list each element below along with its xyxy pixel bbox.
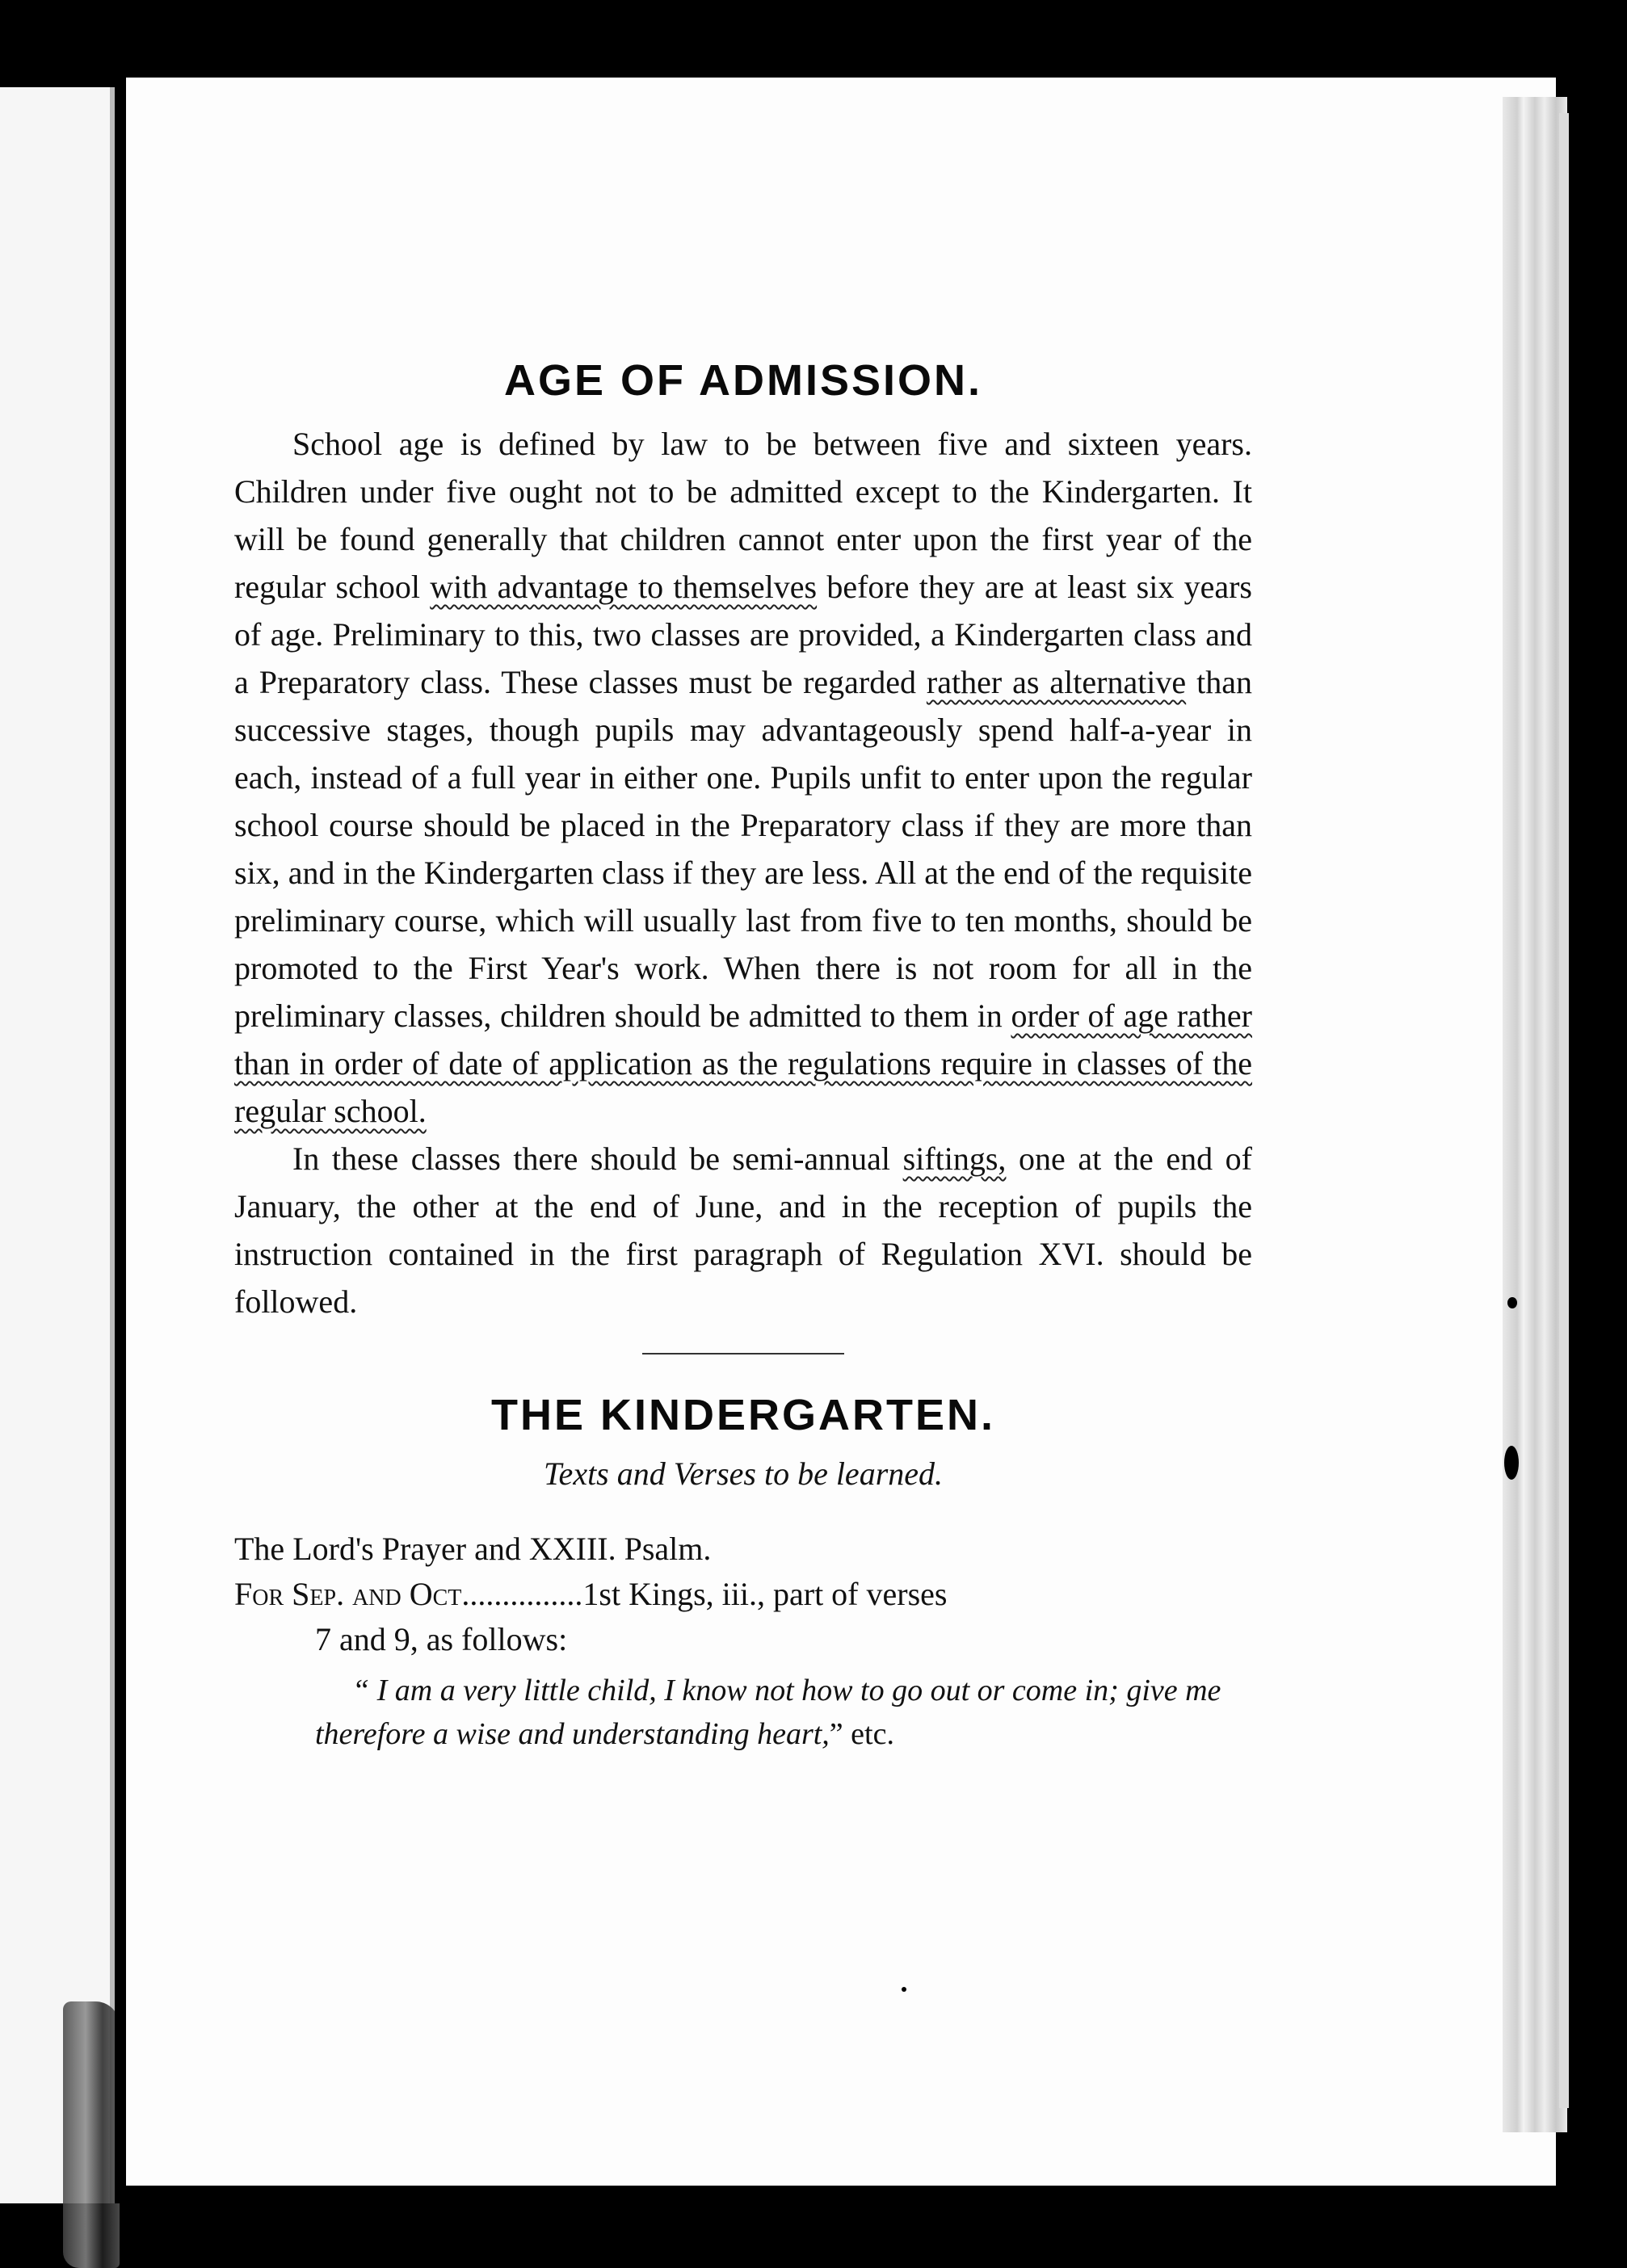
age-of-admission-section (234, 355, 1252, 1325)
text-run: one at the end of January, the other at the end of June, and in the reception of pupils the instruction contained in the first paragraph of Regulation XVI. should be followed. (234, 1140, 1252, 1320)
torn-corner (63, 2001, 120, 2268)
ink-spot (1507, 1297, 1517, 1308)
month-label: For Sep. and Oct (234, 1576, 462, 1612)
text-line: The Lord's Prayer and XXIII. Psalm. (234, 1531, 712, 1567)
admission-paragraph (234, 420, 1252, 1135)
underlined-text: order of age rather than in order of date of application as the regulations require in classes of the regular school. (234, 998, 1252, 1129)
text-run: before they are at least six years of age. Preliminary to this, two classes are provided, a Kindergarten class and a Preparatory class. These classes must be regarded (234, 569, 1252, 700)
verse-end: ” etc. (829, 1717, 894, 1751)
section-subtitle: Texts and Verses to be learned. (543, 1455, 944, 1492)
verse-text: “ I am a very little child, I know not how to go out or come in; give me therefore a wise and understanding heart, (315, 1674, 1221, 1751)
book-gutter (115, 87, 126, 2203)
text-run: than successive stages, though pupils may advantageously spend half-a-year in each, instead of a full year in either one. Pupils unfit to enter upon the regular school course should be placed in the Preparatory class if they are more than six, and in the Kindergarten class if they are less. All at the end of the requisite preliminary course, which will usually last from five to ten months, should be promoted to the First Year's work. When there is not room for all in the preliminary classes, children should be admitted to them in (234, 664, 1252, 1034)
section-heading: THE KINDERGARTEN. (490, 1391, 995, 1439)
siftings-paragraph (234, 1135, 1252, 1325)
text-run: School age is defined by law to be between five and sixteen years. Children under five ought not to be admitted except to the Kindergarten. It will be found generally that children cannot enter upon the first year of the regular school (234, 426, 1252, 605)
ink-speck (902, 1987, 906, 1992)
page-content (234, 355, 1252, 1756)
underlined-text: rather as alternative (926, 664, 1187, 700)
underlined-text: with advantage to themselves (430, 569, 818, 605)
kindergarten-section (234, 1390, 1252, 1756)
ink-spot (1504, 1446, 1519, 1480)
adjacent-page (0, 87, 115, 2203)
underlined-text: siftings, (902, 1140, 1007, 1177)
section-heading: AGE OF ADMISSION. (503, 356, 983, 405)
stacked-page-edges (1503, 97, 1567, 2132)
stacked-page-edges-outer (1559, 113, 1569, 2108)
leader-dots: ............... (461, 1576, 583, 1612)
text-line: 7 and 9, as follows: (315, 1621, 568, 1657)
text-line (234, 1572, 1252, 1617)
scripture-reference: 1st Kings, iii., part of verses (582, 1576, 948, 1612)
verse-quote (234, 1669, 1252, 1756)
section-divider (642, 1353, 844, 1354)
text-run: In these classes there should be semi-annual (292, 1140, 903, 1177)
